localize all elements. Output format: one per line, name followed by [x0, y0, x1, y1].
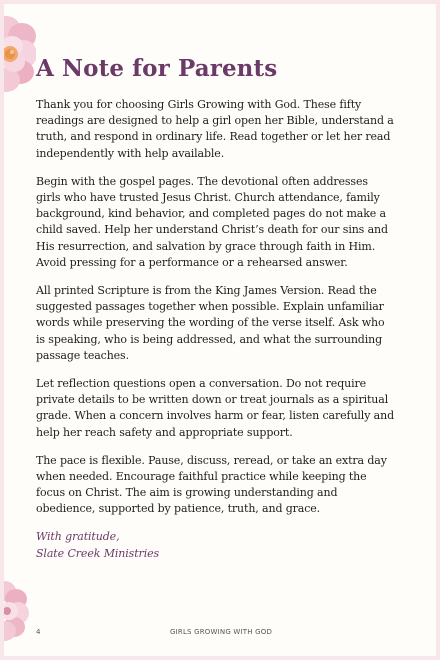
running-head: GIRLS GROWING WITH GOD [170, 628, 273, 636]
paragraph-pace: The pace is flexible. Pause, discuss, reread, or take an extra day when needed. Encourage faithful practice while keeping the focus on Christ. The aim is growing understanding and obedience, supported by patience, truth, and grace. [36, 453, 387, 516]
signoff-greeting: With gratitude, [36, 530, 120, 543]
flower-illustration-bottom [4, 580, 36, 642]
body-text [36, 97, 394, 530]
signoff-author: Slate Creek Ministries [36, 546, 160, 560]
signoff [36, 529, 159, 562]
flower-illustration-top [4, 14, 36, 94]
paragraph-scripture: All printed Scripture is from the King James Version. Read the suggested passages together when possible. Explain unfamiliar words while preserving the wording of the verse itself. Ask who is speaking, who is being addressed, and what the surrounding passage teaches. [36, 284, 385, 362]
paragraph-gospel: Begin with the gospel pages. The devotional often addresses girls who have trusted Jesus Christ. Church attendance, family background, kind behavior, and completed pages do not make a child saved. Help her understand Christ’s death for our sins and His resurrection, and salvation by grace through faith in Him. Avoid pressing for a performance or a rehearsed answer. [36, 174, 388, 269]
paragraph-reflection: Let reflection questions open a conversation. Do not require private details to be written down or treat journals as a spiritual grade. When a concern involves harm or fear, listen carefully and help her reach safety and appropriate support. [36, 377, 394, 439]
book-page [4, 4, 436, 656]
page-title: A Note for Parents [36, 55, 278, 82]
paragraph-intro: Thank you for choosing Girls Growing with God. These fifty readings are designed to help a girl open her Bible, understand a truth, and respond in ordinary life. Read together or let her read independently with help available. [36, 98, 394, 160]
page-number: 4 [36, 628, 41, 636]
